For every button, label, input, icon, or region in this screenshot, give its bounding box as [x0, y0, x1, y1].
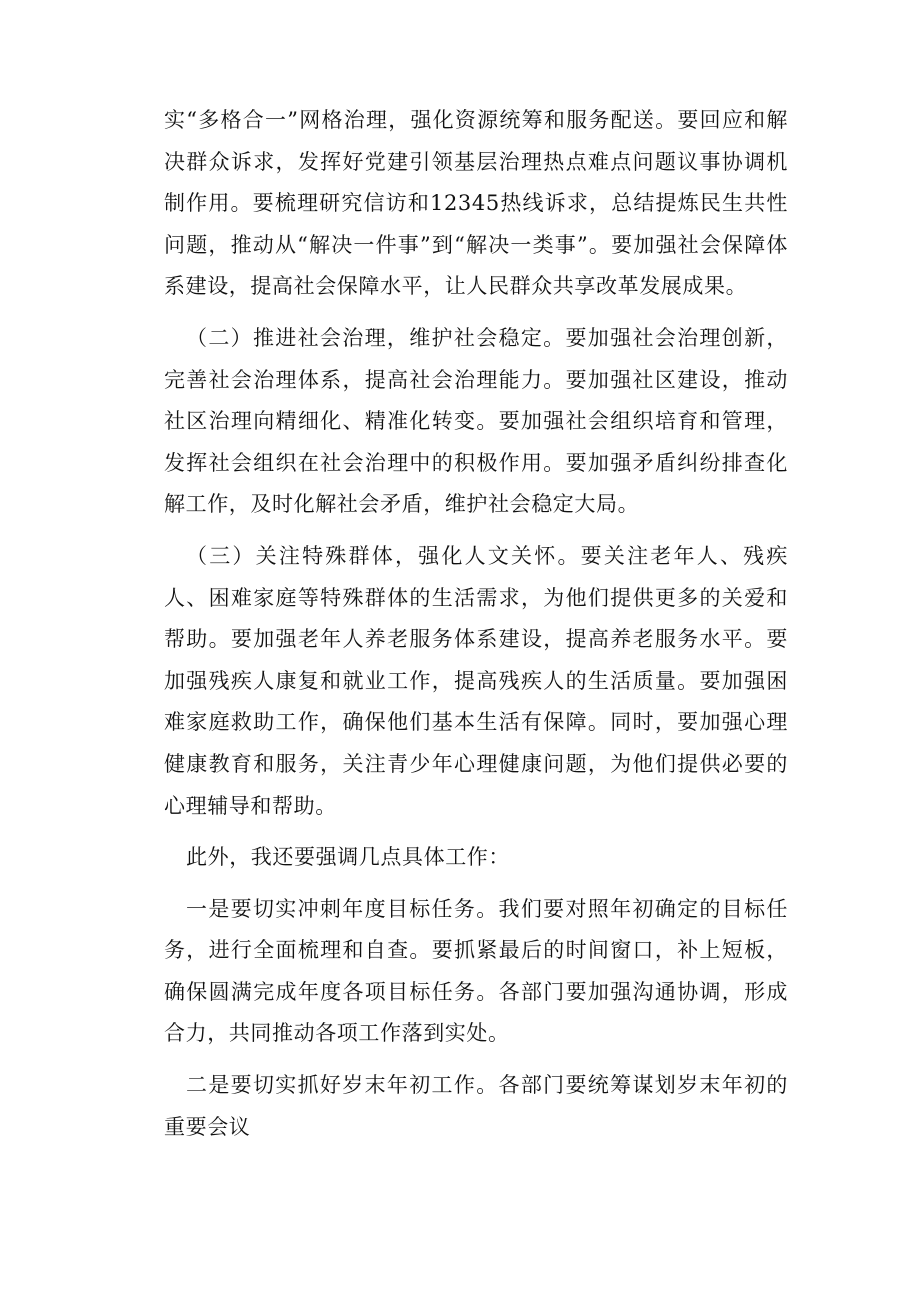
- paragraph-year-end-work: 二是要切实抓好岁末年初工作。各部门要统筹谋划岁末年初的重要会议: [164, 1073, 788, 1139]
- paragraph-continuation: 实“多格合一”网格治理，强化资源统筹和服务配送。要回应和解决群众诉求，发挥好党建引领基层治理热点难点问题议事协调机制作用。要梳理研究信访和12345热线诉求，总结提炼民生共性问题，推动从“解决一件事”到“解决一类事”。要加强社会保障体系建设，提高社会保障水平，让人民群众共享改革发展成果。: [164, 108, 788, 299]
- paragraph-special-groups: （三）关注特殊群体，强化人文关怀。要关注老年人、残疾人、困难家庭等特殊群体的生活需求，为他们提供更多的关爱和帮助。要加强老年人养老服务体系建设，提高养老服务水平。要加强残疾人康复和就业工作，提高残疾人的生活质量。要加强困难家庭救助工作，确保他们基本生活有保障。同时，要加强心理健康教育和服务，关注青少年心理健康问题，为他们提供必要的心理辅导和帮助。: [164, 543, 788, 818]
- paragraph-additional-work: 此外，我还要强调几点具体工作：: [186, 845, 510, 870]
- paragraph-social-governance: （二）推进社会治理，维护社会稳定。要加强社会治理创新，完善社会治理体系，提高社会治理能力。要加强社区建设，推动社区治理向精细化、精准化转变。要加强社会组织培育和管理，发挥社会组织在社会治理中的积极作用。要加强矛盾纠纷排查化解工作，及时化解社会矛盾，维护社会稳定大局。: [164, 325, 788, 517]
- paragraph-annual-targets: 一是要切实冲刺年度目标任务。我们要对照年初确定的目标任务，进行全面梳理和自查。要抓紧最后的时间窗口，补上短板，确保圆满完成年度各项目标任务。各部门要加强沟通协调，形成合力，共同推动各项工作落到实处。: [164, 896, 788, 1046]
